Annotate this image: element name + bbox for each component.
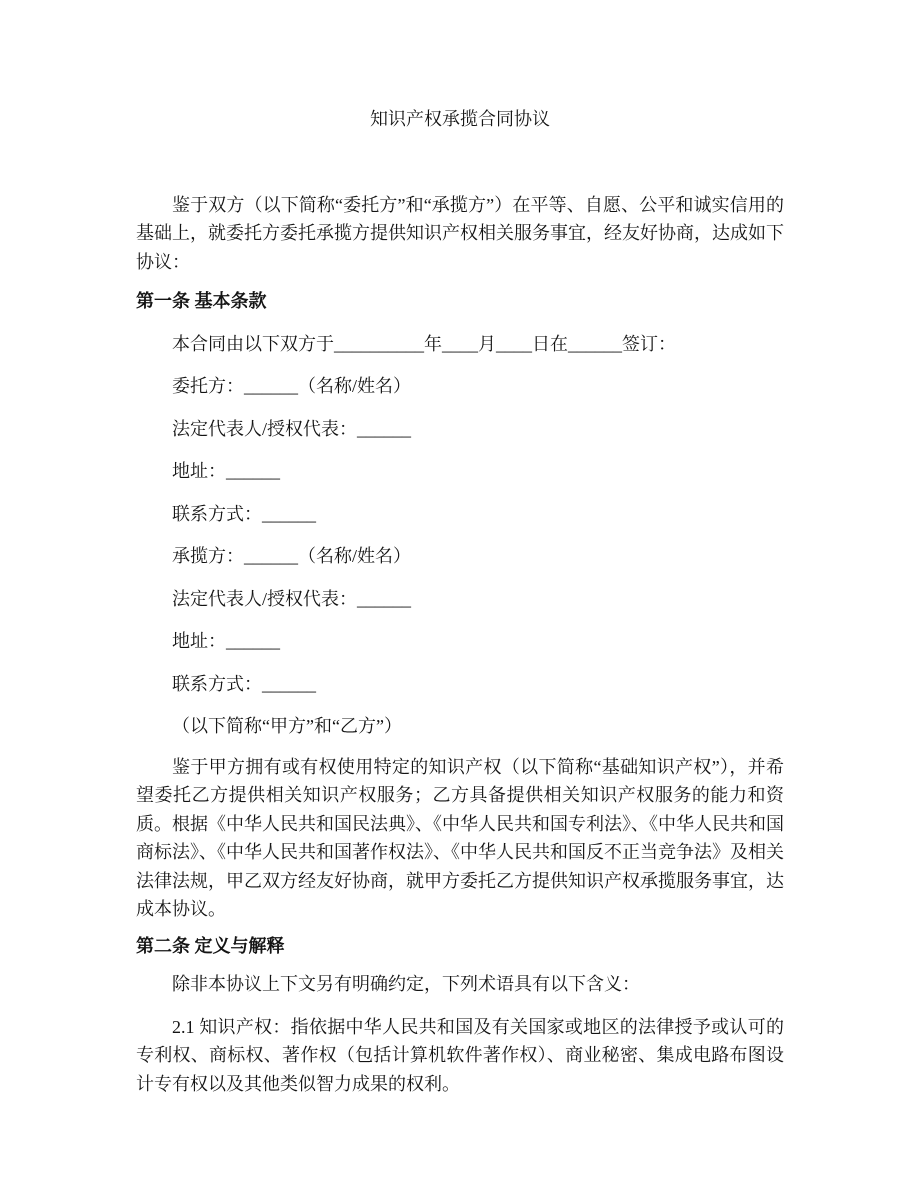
document-title: 知识产权承揽合同协议 — [370, 109, 550, 129]
definition-2-1: 2.1 知识产权：指依据中华人民共和国及有关国家或地区的法律授予或认可的专利权、商标权、著作权（包括计算机软件著作权）、商业秘密、集成电路布图设计专有权以及其他类似智力成果的权利。 — [136, 1016, 784, 1094]
definitions-intro: 除非本协议上下文另有明确约定，下列术语具有以下含义： — [172, 974, 640, 994]
client-name-line: 委托方：______（名称/姓名） — [172, 376, 411, 396]
client-representative-line: 法定代表人/授权代表：______ — [172, 418, 411, 439]
client-contact-line: 联系方式：______ — [172, 503, 316, 524]
recital-paragraph: 鉴于甲方拥有或有权使用特定的知识产权（以下简称“基础知识产权”），并希望委托乙方提供相关知识产权服务；乙方具备提供相关知识产权服务的能力和资质。根据《中华人民共和国民法典》、《中华人民共和国专利法》、《中华人民共和国商标法》、《中华人民共和国著作权法》、《中华人民共和国反不正当竞争法》及相关法律法规，甲乙双方经友好协商，就甲方委托乙方提供知识产权承揽服务事宜，达成本协议。 — [136, 756, 784, 919]
section-1-heading: 第一条 基本条款 — [136, 291, 267, 311]
client-address-line: 地址：______ — [172, 461, 280, 481]
contractor-contact-line: 联系方式：______ — [172, 673, 316, 694]
preamble-paragraph: 鉴于双方（以下简称“委托方”和“承揽方”）在平等、自愿、公平和诚实信用的基础上，就委托方委托承揽方提供知识产权相关服务事宜，经友好协商，达成如下协议： — [136, 194, 784, 272]
contractor-representative-line: 法定代表人/授权代表：______ — [172, 588, 411, 609]
section-2-heading: 第二条 定义与解释 — [136, 935, 285, 956]
contractor-name-line: 承揽方：______（名称/姓名） — [172, 546, 411, 566]
party-abbreviation-note: （以下简称“甲方”和“乙方”） — [172, 716, 402, 736]
contractor-address-line: 地址：______ — [172, 631, 280, 651]
signing-date-line: 本合同由以下双方于__________年____月____日在______签订： — [172, 333, 676, 354]
